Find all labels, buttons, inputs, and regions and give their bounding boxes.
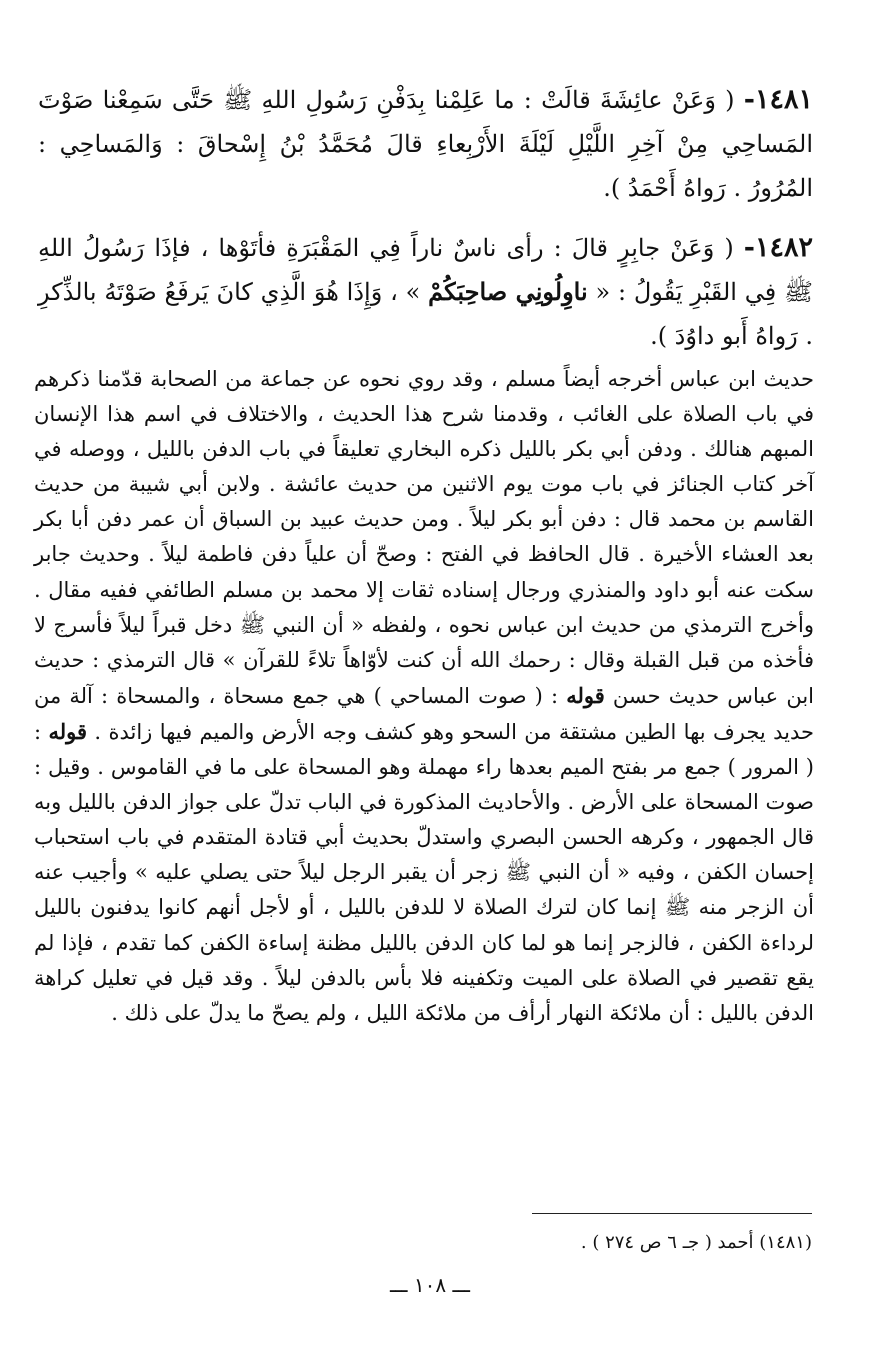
footnote-divider <box>532 1213 812 1214</box>
footnote: (١٤٨١) أحمد ( جـ ٦ ص ٢٧٤ ) . <box>580 1232 812 1253</box>
hadith-quote: ناوِلُونِي صاحِبَكُمْ <box>428 277 588 306</box>
page-number: ـــ ١٠٨ ـــ <box>389 1273 471 1297</box>
hadith-number: ١٤٨١- <box>743 84 813 115</box>
commentary-text-1: حديث ابن عباس أخرجه أيضاً مسلم ، وقد روي نحوه عن جماعة من الصحابة قدّمنا ذكرهم في باب الصلاة على الغائب ، وقدمنا شرح هذا الحديث ، والاختلاف في اسم هذا الإنسان المبهم هنالك . ودفن أبي بكر بالليل ذكره البخاري تعليقاً في باب الدفن بالليل ، ووصله في آخر كتاب الجنائز في باب موت يوم الاثنين من حديث عائشة . ولابن أبي شيبة من حديث القاسم بن محمد قال : دفن أبو بكر ليلاً . ومن حديث عبيد بن السباق أن عمر دفن أبا بكر بعد العشاء الأخيرة . قال الحافظ في الفتح : وصحّ أن علياً دفن فاطمة ليلاً . وحديث جابر سكت عنه أبو داود والمنذري ورجال إسناده ثقات إلا محمد بن مسلم الطائفي ففيه مقال . وأخرج الترمذي من حديث ابن عباس نحوه ، ولفظه « أن النبي ﷺ دخل قبراً ليلاً فأسرج لا فأخذه من قبل القبلة وقال : رحمك الله أن كنت لأوّاهاً تلاءً للقرآن » قال الترمذي : حديث ابن عباس حديث حسن <box>34 367 815 708</box>
hadith-number: ١٤٨٢- <box>743 232 813 263</box>
hadith-text-end: » ، وَإِذَا هُوَ الَّذِي كانَ يَرفَعُ صَوْتَهُ بالذِّكرِ . رَواهُ أَبو داوُدَ ). <box>38 278 813 350</box>
hadith-text: ( وَعَنْ جابِرٍ قالَ : رأى ناسٌ ناراً فِي المَقْبَرَةِ فأتَوْها ، فإذَا رَسُولُ اللهِ ﷺ فِي القَبْرِ يَقُولُ : « <box>38 234 814 306</box>
hadith-text: ( وَعَنْ عائِشَةَ قالَتْ : ما عَلِمْنا بِدَفْنِ رَسُولِ اللهِ ﷺ حَتَّى سَمِعْنا صَوْتَ المَساحِي مِنْ آخِرِ اللَّيْلِ لَيْلَةَ الأَرْبِعاءِ قالَ مُحَمَّدُ بْنُ إِسْحاقَ : وَالمَساحِي : المُرُورُ . رَواهُ أَحْمَدُ ). <box>38 86 813 202</box>
hadith-1482 <box>38 226 813 358</box>
commentary-label: قوله <box>48 718 88 744</box>
commentary-label: قوله <box>566 682 605 708</box>
commentary <box>34 362 814 1031</box>
hadith-1481 <box>38 78 813 210</box>
commentary-text-3: : ( المرور ) جمع مر بفتح الميم بعدها راء مهملة وهو المسحاة على ما في القاموس . وقيل : صوت المسحاة على الأرض . والأحاديث المذكورة في الباب تدلّ على جواز الدفن بالليل وبه قال الجمهور ، وكرهه الحسن البصري واستدلّ بحديث أبي قتادة المتقدم في باب استحباب إحسان الكفن ، وفيه « أن النبي ﷺ زجر أن يقبر الرجل ليلاً حتى يصلي عليه » وأجيب عنه أن الزجر منه ﷺ إنما كان لترك الصلاة لا للدفن بالليل ، أو لأجل أنهم كانوا يدفنون بالليل لرداءة الكفن ، فالزجر إنما هو لما كان الدفن بالليل مظنة إساءة الكفن كما تقدم ، فإذا لم يقع تقصير في الصلاة على الميت وتكفينه فلا بأس بالدفن ليلاً . وقد قيل في تعليل كراهة الدفن بالليل : أن ملائكة النهار أرأف من ملائكة الليل ، ولم يصحّ ما يدلّ على ذلك . <box>34 719 814 1025</box>
commentary-text-2: : ( صوت المساحي ) هي جمع مسحاة ، والمسحاة : آلة من حديد يجرف بها الطين مشتقة من السحو وهو كشف وجه الأرض والميم فيها زائدة . <box>34 683 814 744</box>
